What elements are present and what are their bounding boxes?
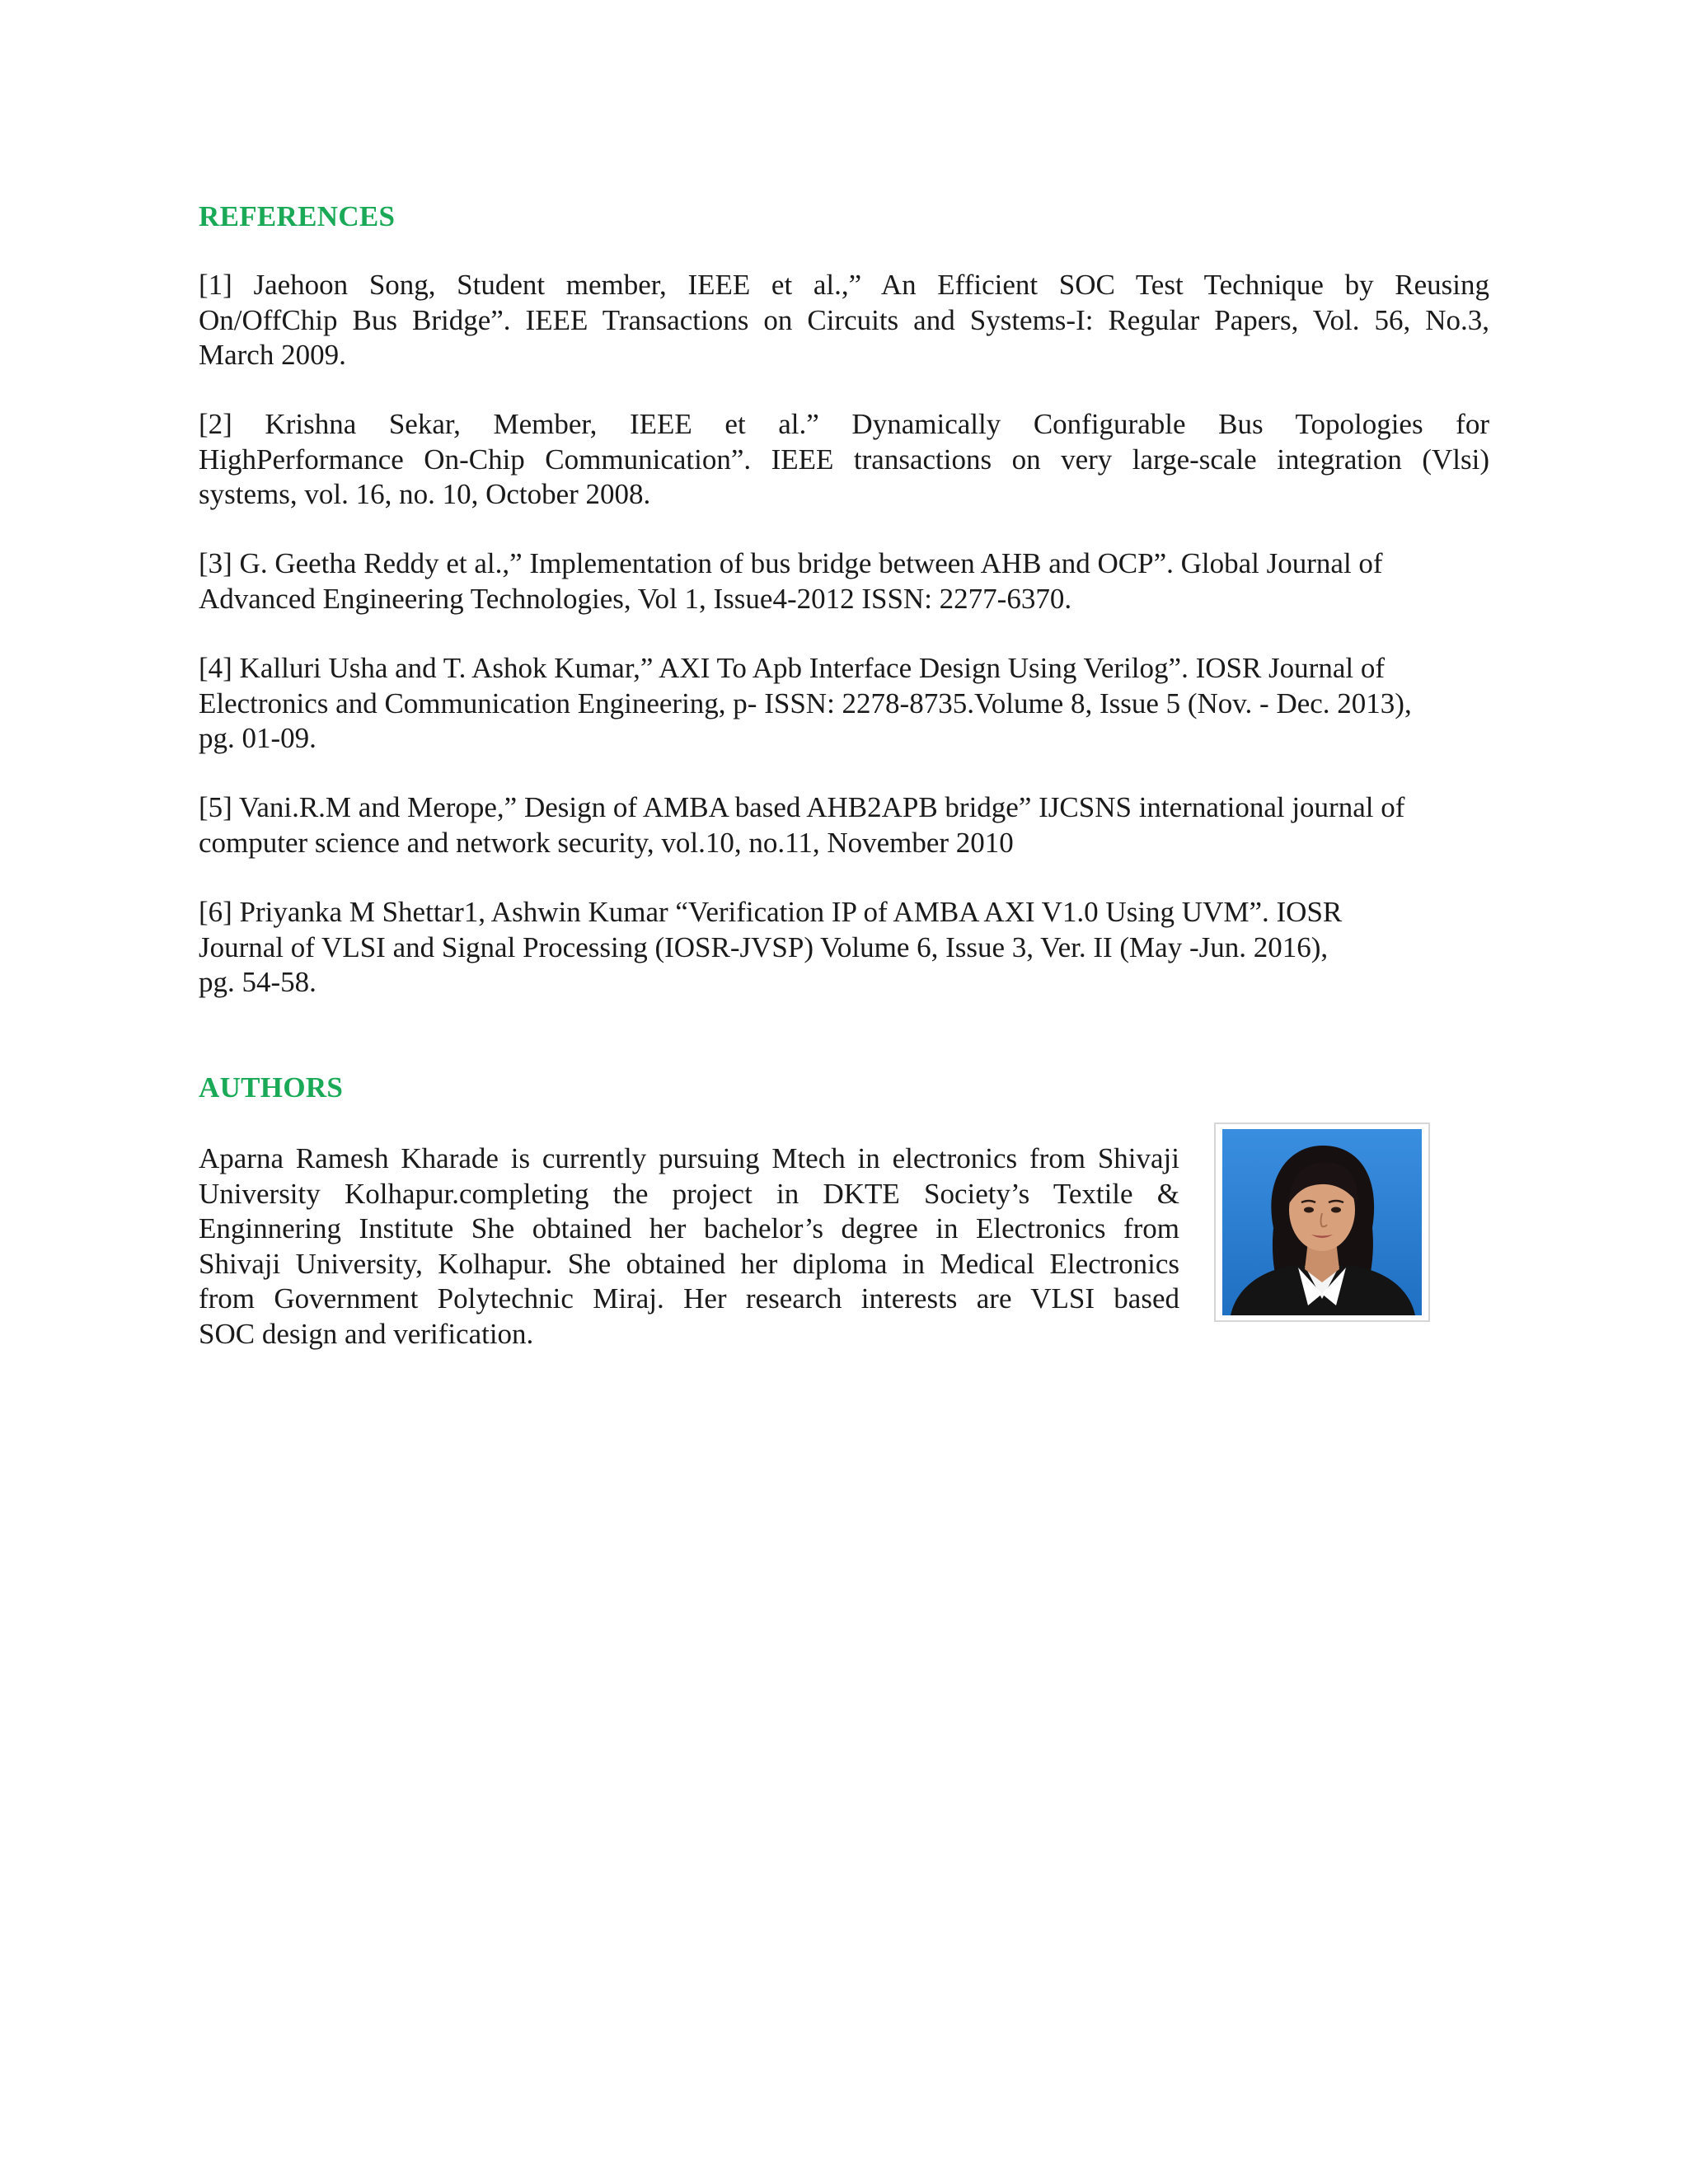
reference-line: [4] Kalluri Usha and T. Ashok Kumar,” AXI To Apb Interface Design Using Verilog”. IOSR Journal of — [199, 652, 1385, 684]
reference-item — [199, 651, 1489, 757]
reference-line: HighPerformance On-Chip Communication”. IEEE transactions on very large-scale integration (Vlsi) — [199, 443, 1489, 476]
author-bio-line: Enginnering Institute She obtained her bachelor’s degree in Electronics from — [199, 1212, 1179, 1244]
reference-line: pg. 54-58. — [199, 966, 316, 998]
reference-item — [199, 407, 1489, 513]
reference-line: March 2009. — [199, 339, 346, 371]
authors-heading: AUTHORS — [199, 1071, 344, 1104]
reference-line: Advanced Engineering Technologies, Vol 1, Issue4-2012 ISSN: 2277-6370. — [199, 582, 1072, 615]
reference-line: pg. 01-09. — [199, 722, 316, 754]
reference-line: Electronics and Communication Engineering, p- ISSN: 2278-8735.Volume 8, Issue 5 (Nov. - Dec. 2013), — [199, 687, 1412, 719]
author-photo-frame — [1214, 1122, 1430, 1322]
reference-line: [5] Vani.R.M and Merope,” Design of AMBA based AHB2APB bridge” IJCSNS international journal of — [199, 791, 1405, 823]
reference-item — [199, 268, 1489, 373]
reference-line: [2] Krishna Sekar, Member, IEEE et al.” Dynamically Configurable Bus Topologies for — [199, 408, 1489, 440]
author-portrait-image — [1222, 1129, 1422, 1315]
reference-line: Journal of VLSI and Signal Processing (IOSR-JVSP) Volume 6, Issue 3, Ver. II (May -Jun. 2016), — [199, 930, 1329, 963]
reference-line: [6] Priyanka M Shettar1, Ashwin Kumar “Verification IP of AMBA AXI V1.0 Using UVM”. IOSR — [199, 896, 1343, 928]
reference-item — [199, 546, 1489, 616]
reference-item — [199, 895, 1489, 1001]
reference-line: computer science and network security, vol.10, no.11, November 2010 — [199, 826, 1014, 859]
author-bio-line: SOC design and verification. — [199, 1317, 534, 1350]
reference-line: systems, vol. 16, no. 10, October 2008. — [199, 478, 651, 510]
author-bio-line: from Government Polytechnic Miraj. Her research interests are VLSI based — [199, 1282, 1179, 1315]
references-heading: REFERENCES — [199, 200, 396, 232]
reference-item — [199, 790, 1489, 860]
author-bio-line: Shivaji University, Kolhapur. She obtained her diploma in Medical Electronics — [199, 1247, 1179, 1280]
author-photo — [1222, 1129, 1422, 1315]
reference-line: On/OffChip Bus Bridge”. IEEE Transactions on Circuits and Systems-I: Regular Papers, Vol. 56, No.3, — [199, 303, 1489, 336]
author-bio-line: University Kolhapur.completing the project in DKTE Society’s Textile & — [199, 1177, 1179, 1210]
author-bio-line: Aparna Ramesh Kharade is currently pursuing Mtech in electronics from Shivaji — [199, 1142, 1179, 1174]
author-bio — [199, 1141, 1179, 1352]
reference-line: [3] G. Geetha Reddy et al.,” Implementation of bus bridge between AHB and OCP”. Global Journal of — [199, 547, 1383, 579]
reference-line: [1] Jaehoon Song, Student member, IEEE et al.,” An Efficient SOC Test Technique by Reusing — [199, 269, 1489, 301]
